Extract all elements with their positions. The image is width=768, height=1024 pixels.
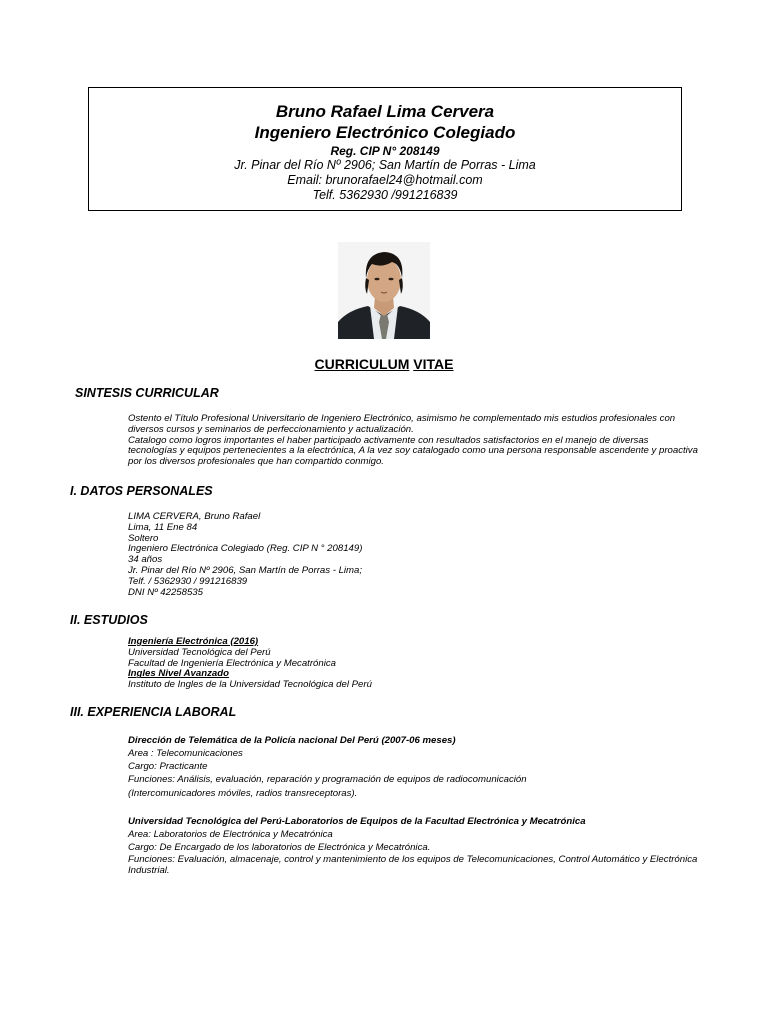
datos-line: Telf. / 5362930 / 991216839 (128, 575, 248, 587)
datos-line: LIMA CERVERA, Bruno Rafael (128, 511, 261, 522)
datos-line: Soltero (128, 532, 159, 544)
job-title: Dirección de Telemática de la Policía nacional Del Perú (2007-06 meses) (128, 735, 456, 746)
sintesis-body (128, 414, 700, 468)
cv-title-part2: VITAE (413, 356, 454, 372)
sintesis-paragraph: Catalogo como logros importantes el haber participado activamente con resultados satisfactorios en el manejo de diversas tecnologías y equipos pertenecientes a la electrónica, A la vez soy catalogado como una persona responsable ascendente y proactiva por los diversos profesionales que han compartido conmigo. (128, 434, 698, 468)
estudio-title: Ingeniería Electrónica (2016) (128, 636, 259, 647)
estudio-line: Instituto de Ingles de la Universidad Tecnológica del Perú (128, 679, 372, 691)
datos-line: 34 años (128, 554, 163, 566)
datos-line: Ingeniero Electrónica Colegiado (Reg. CIP N ° 208149) (128, 543, 363, 555)
section-heading-sintesis: SINTESIS CURRICULAR (75, 386, 219, 400)
sintesis-paragraph: Ostento el Título Profesional Universitario de Ingeniero Electrónico, asimismo he complementado mis estudios profesionales con diversos cursos y seminarios de perfeccionamiento y actualización. (128, 413, 676, 435)
job-entry (128, 815, 700, 876)
candidate-title: Ingeniero Electrónico Colegiado (254, 123, 516, 142)
estudios-list (128, 637, 700, 691)
portrait-image (338, 242, 430, 339)
job-line: Cargo: Practicante (128, 761, 208, 773)
candidate-name: Bruno Rafael Lima Cervera (275, 102, 495, 121)
job-line: Area: Laboratorios de Electrónica y Mecatrónica (128, 829, 333, 840)
job-line: (Intercomunicadores móviles, radios transreceptoras). (128, 787, 358, 799)
datos-list (128, 512, 700, 598)
email: Email: brunorafael24@hotmail.com (287, 173, 483, 187)
datos-line: Jr. Pinar del Río Nº 2906, San Martín de Porras - Lima; (128, 564, 363, 576)
section-heading-experiencia: III. EXPERIENCIA LABORAL (70, 705, 237, 719)
datos-line: DNI Nº 42258535 (128, 586, 203, 598)
job-line: Funciones: Evaluación, almacenaje, control y mantenimiento de los equipos de Telecomunicaciones, Control Automático y Electrónica Industrial. (128, 854, 698, 877)
section-heading-datos: I. DATOS PERSONALES (70, 484, 213, 498)
cv-title (0, 356, 768, 372)
cv-title-part1: CURRICULUM (314, 356, 410, 372)
job-entry (128, 734, 700, 800)
estudio-line: Facultad de Ingeniería Electrónica y Mecatrónica (128, 657, 336, 669)
job-title: Universidad Tecnológica del Perú-Laboratorios de Equipos de la Facultad Electrónica y Mecatrónica (128, 816, 586, 827)
job-line: Area : Telecomunicaciones (128, 748, 243, 759)
profile-photo (338, 242, 430, 339)
phone: Telf. 5362930 /991216839 (312, 188, 458, 202)
job-line: Cargo: De Encargado de los laboratorios de Electrónica y Mecatrónica. (128, 842, 431, 854)
estudio-title: Ingles Nivel Avanzado (128, 668, 229, 680)
contact-header-box (88, 87, 682, 211)
job-line: Funciones: Análisis, evaluación, reparación y programación de equipos de radiocomunicación (128, 774, 527, 786)
address: Jr. Pinar del Río Nº 2906; San Martín de Porras - Lima (234, 158, 536, 172)
estudio-line: Universidad Tecnológica del Perú (128, 646, 271, 658)
section-heading-estudios: II. ESTUDIOS (70, 613, 148, 627)
registration-number: Reg. CIP N° 208149 (330, 144, 440, 158)
datos-line: Lima, 11 Ene 84 (128, 521, 198, 533)
